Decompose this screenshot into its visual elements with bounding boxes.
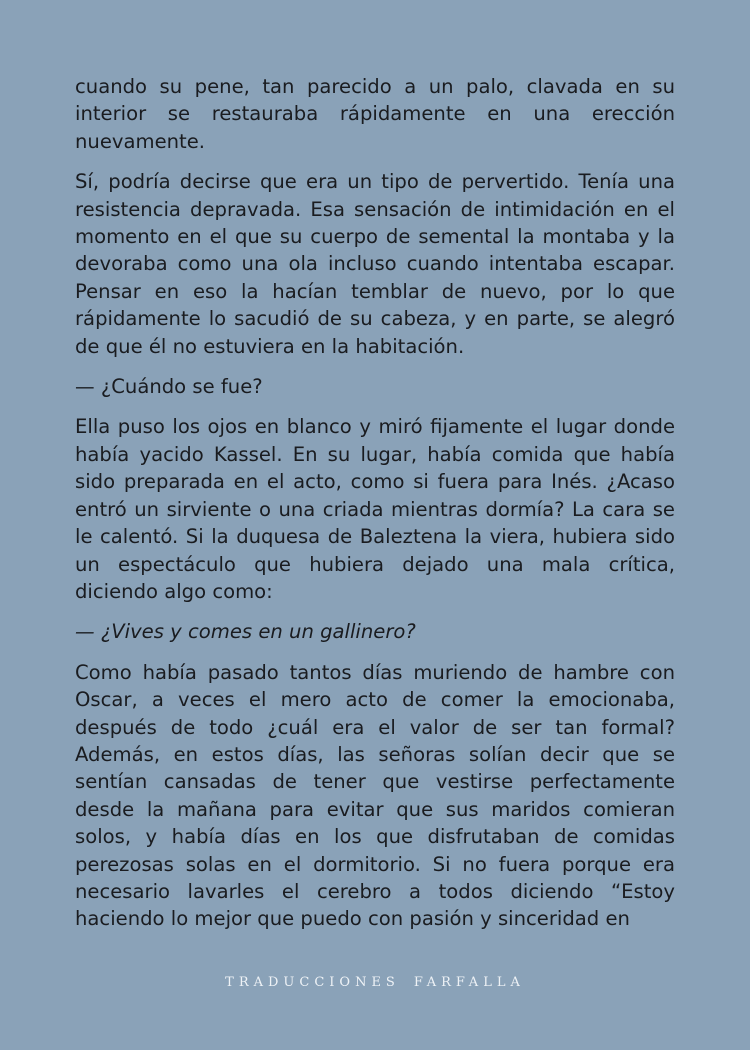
footer-publisher-name: TRADUCCIONES [225, 975, 400, 990]
paragraph: Ella puso los ojos en blanco y miró fijamente el lugar donde había yacido Kassel. En su lugar, había comida que había sido preparada en el acto, como si fuera para Inés. ¿Acaso entró un sirviente o una criada mientras dormía? La cara se le calentó. Si la duquesa de Baleztena la viera, hubiera sido un espectáculo que hubiera dejado una mala crítica, diciendo algo como: [75, 415, 675, 603]
footer-publisher-brand: FARFALLA [413, 975, 525, 990]
paragraph: Sí, podría decirse que era un tipo de pervertido. Tenía una resistencia depravada. Esa sensación de intimidación en el momento en el que su cuerpo de semental la montaba y la devoraba como una ola incluso cuando intentaba escapar. Pensar en eso la hacían temblar de nuevo, por lo que rápidamente lo sacudió de su cabeza, y en parte, se alegró de que él no estuviera en la habitación. [75, 170, 675, 358]
dialogue-line: — ¿Cuándo se fue? [75, 375, 263, 399]
page-footer [0, 975, 750, 990]
paragraph: cuando su pene, tan parecido a un palo, clavada en su interior se restauraba rápidamente en una erección nuevamente. [75, 75, 675, 153]
paragraph: Como había pasado tantos días muriendo de hambre con Oscar, a veces el mero acto de comer la emocionaba, después de todo ¿cuál era el valor de ser tan formal? Además, en estos días, las señoras solían decir que se sentían cansadas de tener que vestirse perfectamente desde la mañana para evitar que sus maridos comieran solos, y había días en los que disfrutaban de comidas perezosas solas en el dormitorio. Si no fuera porque era necesario lavarles el cerebro a todos diciendo “Estoy haciendo lo mejor que puedo con pasión y sinceridad en [75, 660, 675, 931]
page-body [75, 73, 675, 946]
dialogue-line-italic: — ¿Vives y comes en un gallinero? [75, 620, 416, 644]
